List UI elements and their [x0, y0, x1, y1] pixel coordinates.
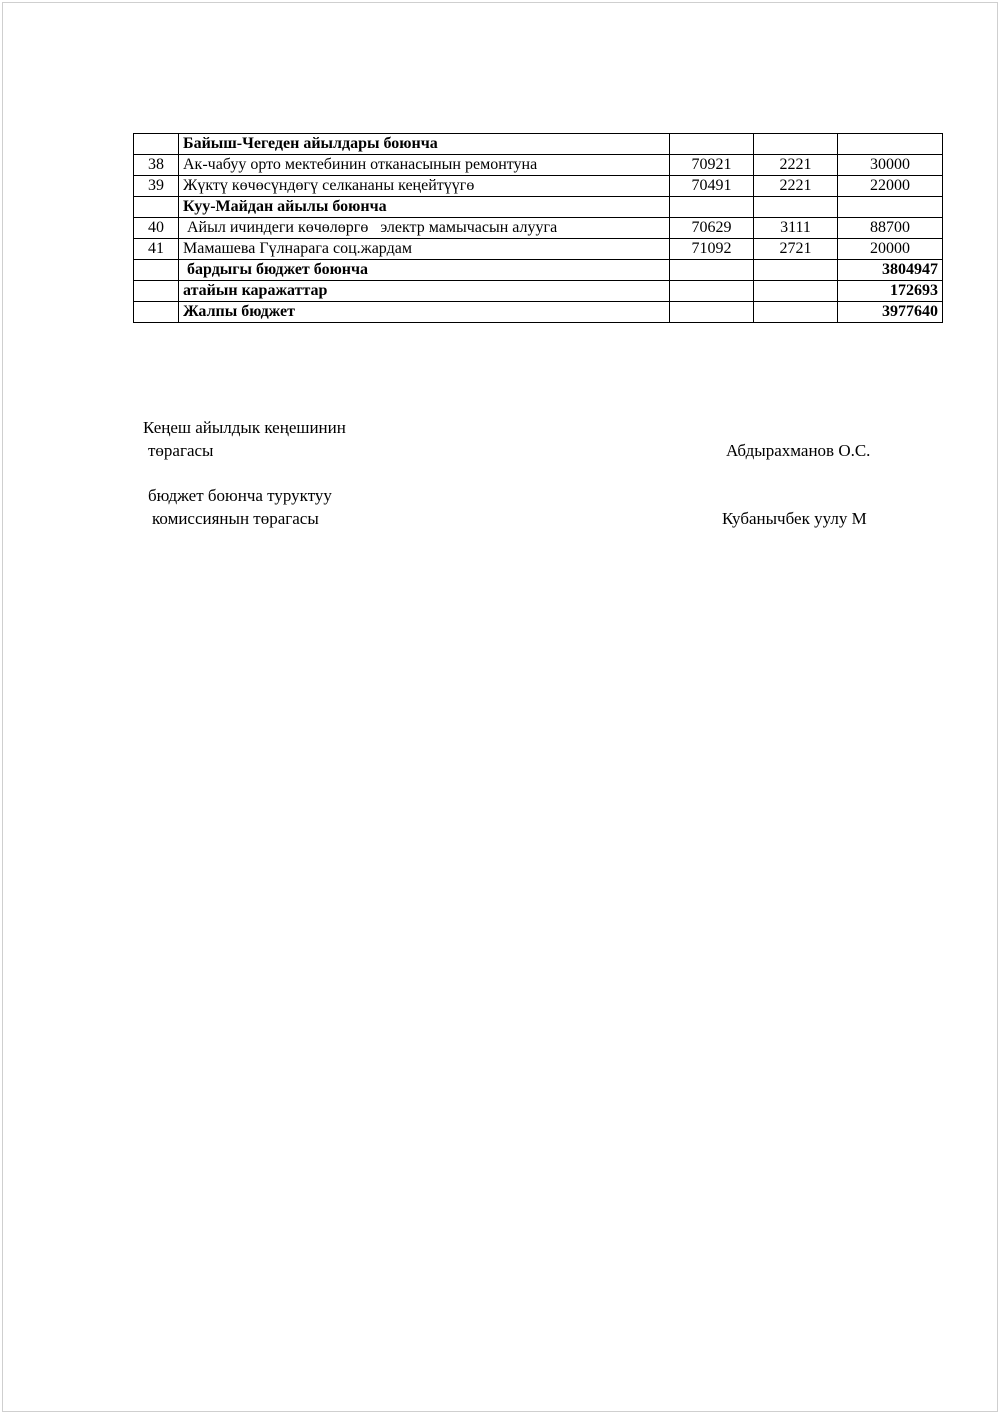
total-label: бардыгы бюджет боюнча — [179, 260, 670, 281]
code-cell — [670, 134, 754, 155]
code-cell: 2721 — [754, 239, 838, 260]
item-name: Мамашева Гүлнарага соц.жардам — [179, 239, 670, 260]
code-cell: 2221 — [754, 176, 838, 197]
code-cell: 70629 — [670, 218, 754, 239]
row-number: 41 — [134, 239, 179, 260]
row-number — [134, 197, 179, 218]
code-cell — [670, 260, 754, 281]
total-amount: 172693 — [838, 281, 943, 302]
table-row — [134, 176, 943, 197]
commission-chair-title-line2: комиссиянын төрагасы — [152, 509, 319, 528]
code-cell: 3111 — [754, 218, 838, 239]
code-cell: 71092 — [670, 239, 754, 260]
row-number: 40 — [134, 218, 179, 239]
total-amount: 3804947 — [838, 260, 943, 281]
item-name: Жүктү көчөсүндөгү селкананы кеңейтүүгө — [179, 176, 670, 197]
commission-chair-name: Кубанычбек уулу М — [722, 509, 867, 528]
code-cell — [670, 197, 754, 218]
code-cell — [754, 281, 838, 302]
table-row — [134, 218, 943, 239]
table-row-total — [134, 260, 943, 281]
table-row — [134, 155, 943, 176]
amount-cell: 30000 — [838, 155, 943, 176]
budget-table — [133, 133, 943, 323]
section-title: Байыш-Чегеден айылдары боюнча — [179, 134, 670, 155]
row-number — [134, 302, 179, 323]
total-label: Жалпы бюджет — [179, 302, 670, 323]
row-number — [134, 134, 179, 155]
amount-cell: 20000 — [838, 239, 943, 260]
table-row-total — [134, 302, 943, 323]
code-cell — [670, 302, 754, 323]
council-chair-title-line1: Кеңеш айылдык кеңешинин — [143, 418, 346, 437]
item-name: Айыл ичиндеги көчөлөргө электр мамычасын алууга — [179, 218, 670, 239]
row-number: 38 — [134, 155, 179, 176]
total-amount: 3977640 — [838, 302, 943, 323]
amount-cell — [838, 197, 943, 218]
table-row-section — [134, 197, 943, 218]
section-title: Куу-Майдан айылы боюнча — [179, 197, 670, 218]
total-label: атайын каражаттар — [179, 281, 670, 302]
row-number — [134, 281, 179, 302]
item-name: Ак-чабуу орто мектебинин отканасынын ремонтуна — [179, 155, 670, 176]
council-chair-title-line2: төрагасы — [148, 441, 214, 460]
code-cell — [754, 134, 838, 155]
council-chair-name: Абдырахманов О.С. — [726, 441, 871, 460]
code-cell — [754, 260, 838, 281]
amount-cell: 88700 — [838, 218, 943, 239]
row-number: 39 — [134, 176, 179, 197]
code-cell: 2221 — [754, 155, 838, 176]
table-row-total — [134, 281, 943, 302]
amount-cell: 22000 — [838, 176, 943, 197]
code-cell — [754, 302, 838, 323]
code-cell — [670, 281, 754, 302]
table-row-section — [134, 134, 943, 155]
code-cell: 70921 — [670, 155, 754, 176]
commission-chair-title-line1: бюджет боюнча туруктуу — [148, 486, 332, 505]
row-number — [134, 260, 179, 281]
code-cell: 70491 — [670, 176, 754, 197]
code-cell — [754, 197, 838, 218]
table-row — [134, 239, 943, 260]
amount-cell — [838, 134, 943, 155]
